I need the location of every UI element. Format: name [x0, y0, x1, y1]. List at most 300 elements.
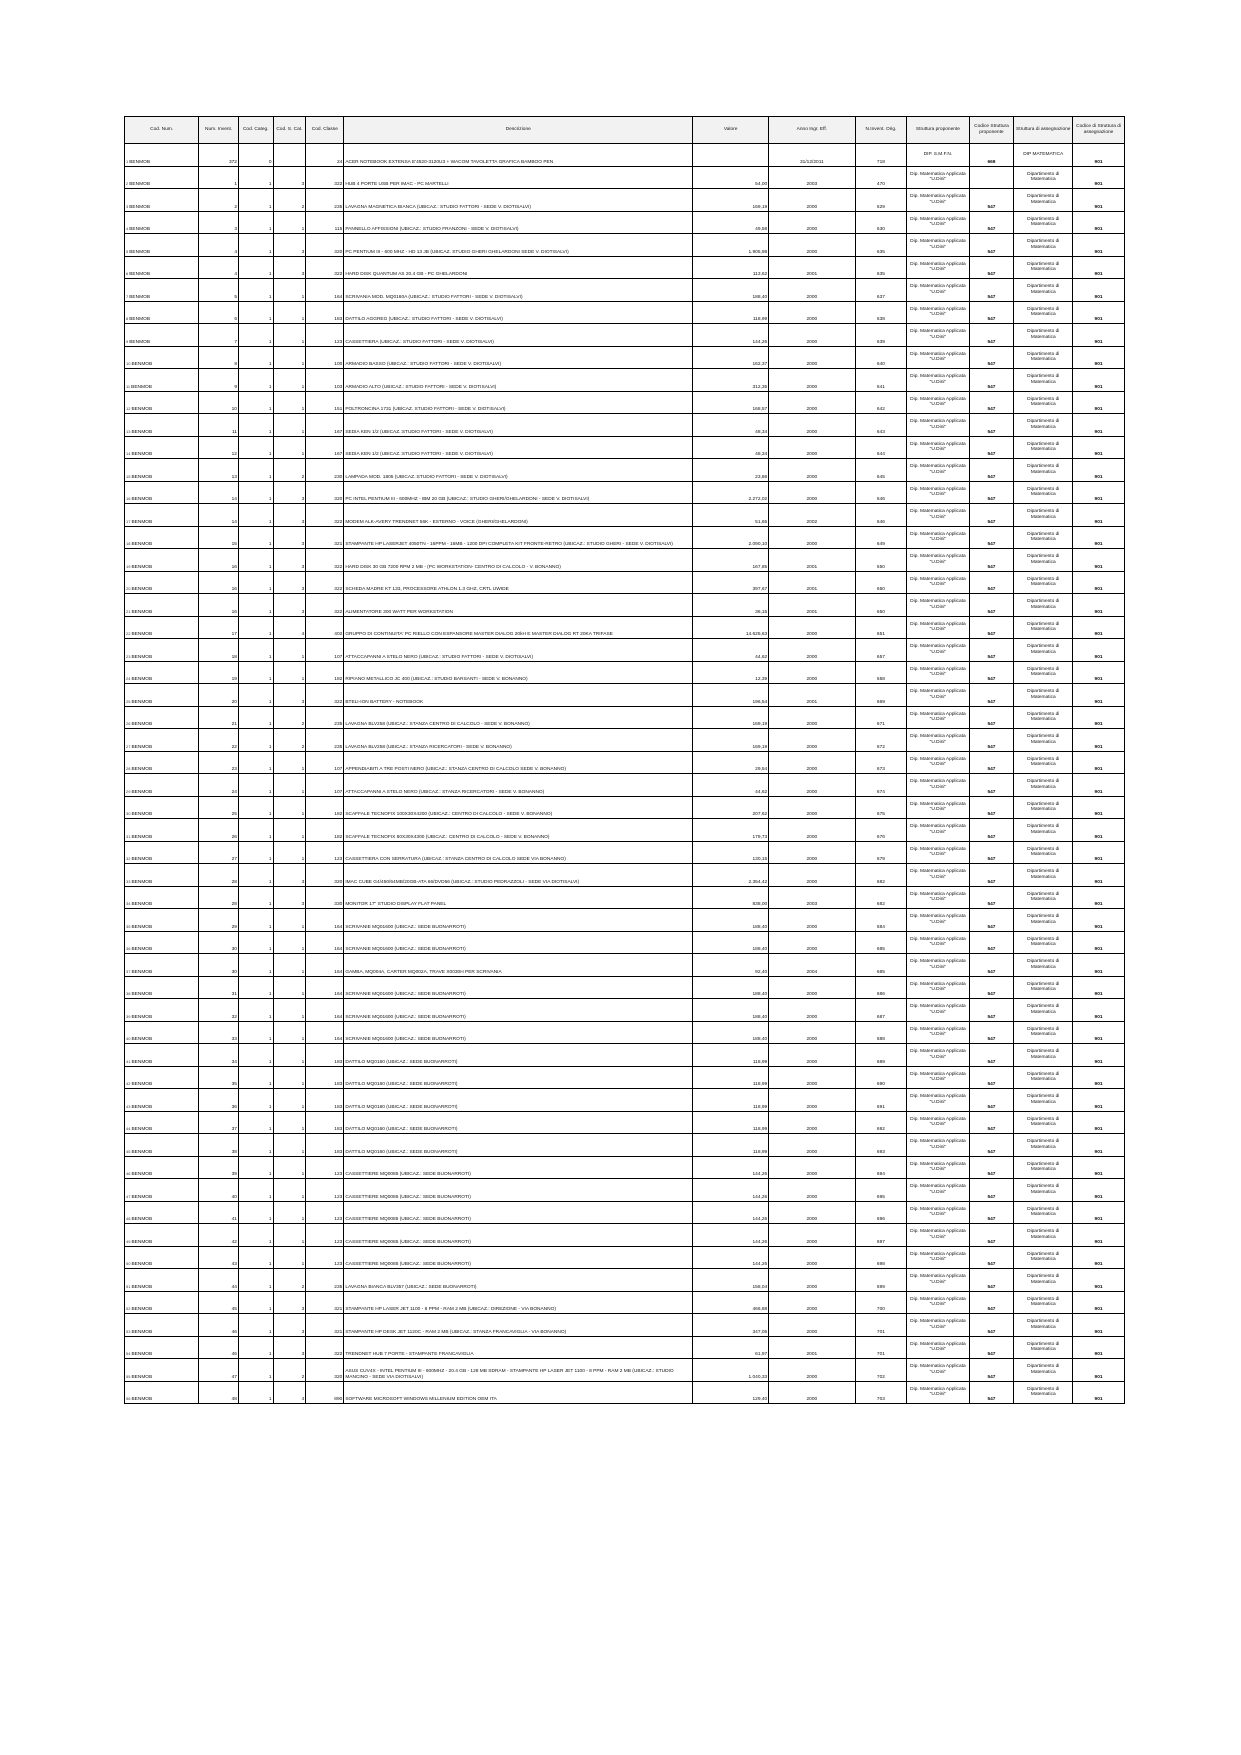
cell-inv: 372 [199, 144, 239, 167]
cell-prop: Dip. Matematica Applicata "U.Dini" [907, 436, 969, 459]
cell-prop: Dip. Matematica Applicata "U.Dini" [907, 864, 969, 887]
cell-cls: 164 [306, 999, 344, 1022]
table-row [125, 1291, 1125, 1314]
cell-coda: 901 [1073, 774, 1125, 797]
cell-coda: 901 [1073, 346, 1125, 369]
cell-cat: 1 [238, 639, 273, 662]
cell-cat: 1 [238, 234, 273, 257]
cell-coda: 901 [1073, 526, 1125, 549]
table-row [125, 1156, 1125, 1179]
cell-codp: 547 [969, 1021, 1014, 1044]
cell-scat: 2 [273, 706, 306, 729]
row-index: 56 [126, 1396, 131, 1402]
cell-scat: 2 [273, 459, 306, 482]
cell-inv: 7 [199, 324, 239, 347]
cell-desc: CASSETTIERE MQ0085 (UBICAZ.: SEDE BUONARROTI) [344, 1179, 693, 1202]
table-row [125, 234, 1125, 257]
cell-ass: Dipartimento di Matematica [1014, 819, 1073, 842]
row-index: 2 [126, 181, 129, 187]
cell-val: 188,40 [693, 909, 769, 932]
cell-orig: 686 [855, 976, 907, 999]
cell-cls: 322 [306, 166, 344, 189]
row-index: 44 [126, 1126, 131, 1132]
cell-orig: 640 [855, 346, 907, 369]
cell-val: 49,58 [693, 211, 769, 234]
table-row [125, 1021, 1125, 1044]
cell-orig: 701 [855, 1336, 907, 1359]
cell-prop: Dip. Matematica Applicata "U.Dini" [907, 1314, 969, 1337]
cell-cod [125, 301, 199, 324]
cell-inv: 48 [199, 1381, 239, 1404]
cell-codp: 547 [969, 1224, 1014, 1247]
row-index: 39 [126, 1013, 131, 1019]
cell-cat: 1 [238, 706, 273, 729]
cell-cat: 1 [238, 324, 273, 347]
cell-text: BENMOB [131, 767, 153, 773]
cell-prop: Dip. Matematica Applicata "U.Dini" [907, 166, 969, 189]
cell-prop: Dip. Matematica Applicata "U.Dini" [907, 616, 969, 639]
cell-inv: 26 [199, 819, 239, 842]
cell-inv: 5 [199, 279, 239, 302]
cell-text: BENMOB [131, 1194, 153, 1200]
cell-val: 2.090,10 [693, 526, 769, 549]
cell-inv: 44 [199, 1269, 239, 1292]
cell-coda: 901 [1073, 144, 1125, 167]
cell-scat: 1 [273, 324, 306, 347]
cell-cat: 1 [238, 684, 273, 707]
cell-cat: 1 [238, 279, 273, 302]
cell-codp [969, 166, 1014, 189]
cell-coda: 901 [1073, 1089, 1125, 1112]
cell-inv: 22 [199, 729, 239, 752]
cell-cls: 321 [306, 1314, 344, 1337]
cell-anno: 2000 [769, 301, 855, 324]
cell-cat: 0 [238, 144, 273, 167]
cell-cod [125, 324, 199, 347]
cell-inv: 42 [199, 1224, 239, 1247]
cell-cls: 230 [306, 459, 344, 482]
cell-desc: STAMPANTE HP DESK JET 1120C - RAM 2 MB (UBICAZ.: STANZA FRANCAVIGLIA - VIA BONANNO) [344, 1314, 693, 1337]
column-header: Struttura di assegnazione [1014, 117, 1073, 144]
cell-scat: 1 [273, 391, 306, 414]
cell-scat: 2 [273, 729, 306, 752]
cell-anno: 2000 [769, 1089, 855, 1112]
cell-orig: 693 [855, 1134, 907, 1157]
cell-scat: 1 [273, 819, 306, 842]
cell-prop: Dip. Matematica Applicata "U.Dini" [907, 639, 969, 662]
cell-desc: CASSETTIERA CON SERRATURA (UBICAZ.: STANZA CENTRO DI CALCOLO SEDE VIA BONANNO) [344, 841, 693, 864]
cell-prop: Dip. Matematica Applicata "U.Dini" [907, 954, 969, 977]
table-row [125, 1179, 1125, 1202]
cell-cls: 322 [306, 256, 344, 279]
table-row [125, 1089, 1125, 1112]
cell-scat: 1 [273, 1224, 306, 1247]
cell-ass: Dipartimento di Matematica [1014, 886, 1073, 909]
column-header: Cod. Num. [125, 117, 199, 144]
cell-val: 1.040,33 [693, 1359, 769, 1382]
cell-val: 14.625,63 [693, 616, 769, 639]
cell-coda: 901 [1073, 189, 1125, 212]
cell-inv: 20 [199, 684, 239, 707]
cell-scat: 3 [273, 256, 306, 279]
table-row [125, 346, 1125, 369]
cell-desc: LAVAGNA BIANCA BLV357 (UBICAZ.: SEDE BUONARROTI) [344, 1269, 693, 1292]
cell-coda: 901 [1073, 1359, 1125, 1382]
cell-coda: 901 [1073, 819, 1125, 842]
cell-inv: 41 [199, 1201, 239, 1224]
cell-inv: 15 [199, 526, 239, 549]
cell-inv: 18 [199, 639, 239, 662]
table-row [125, 166, 1125, 189]
cell-anno: 2000 [769, 234, 855, 257]
cell-cls: 182 [306, 819, 344, 842]
cell-anno: 2000 [769, 909, 855, 932]
cell-codp: 547 [969, 729, 1014, 752]
cell-cod [125, 189, 199, 212]
cell-anno: 2000 [769, 1291, 855, 1314]
cell-cat: 1 [238, 504, 273, 527]
table-row [125, 571, 1125, 594]
cell-val: 29,54 [693, 751, 769, 774]
row-index: 15 [126, 473, 131, 479]
cell-ass: Dipartimento di Matematica [1014, 189, 1073, 212]
cell-inv: 4 [199, 234, 239, 257]
cell-codp: 547 [969, 1156, 1014, 1179]
cell-orig: 639 [855, 324, 907, 347]
table-row [125, 1336, 1125, 1359]
cell-cat: 1 [238, 571, 273, 594]
cell-val: 118,99 [693, 1044, 769, 1067]
cell-desc: ARMADIO ALTO (UBICAZ.: STUDIO FATTORI - SEDE V. DIOTISALVI) [344, 369, 693, 392]
cell-orig: 643 [855, 414, 907, 437]
cell-text: BENMOB [131, 1059, 153, 1065]
cell-prop: Dip. Matematica Applicata "U.Dini" [907, 1269, 969, 1292]
cell-cod [125, 954, 199, 977]
cell-ass: Dipartimento di Matematica [1014, 1179, 1073, 1202]
cell-cod [125, 639, 199, 662]
cell-val: 838,00 [693, 886, 769, 909]
cell-prop: Dip. Matematica Applicata "U.Dini" [907, 549, 969, 572]
cell-ass: Dipartimento di Matematica [1014, 1381, 1073, 1404]
cell-coda: 901 [1073, 504, 1125, 527]
cell-val: 188,40 [693, 279, 769, 302]
cell-desc: SCRIVANIA MOD. MQ0160A (UBICAZ.: STUDIO FATTORI - SEDE V. DIOTISALVI) [344, 279, 693, 302]
cell-anno: 2000 [769, 1246, 855, 1269]
cell-ass: Dipartimento di Matematica [1014, 549, 1073, 572]
cell-coda: 901 [1073, 391, 1125, 414]
cell-anno: 2000 [769, 1359, 855, 1382]
cell-coda: 901 [1073, 1224, 1125, 1247]
cell-coda: 901 [1073, 414, 1125, 437]
cell-scat: 1 [273, 661, 306, 684]
cell-codp: 547 [969, 1359, 1014, 1382]
cell-text: BENMOB [131, 879, 153, 885]
row-index: 19 [126, 563, 131, 569]
cell-orig: 645 [855, 459, 907, 482]
cell-desc: SCHEDA MADRE KT 133, PROCESSORE ATHLON 1.3 GHZ, CRTL UWIDE [344, 571, 693, 594]
cell-codp: 547 [969, 1111, 1014, 1134]
cell-prop: Dip. Matematica Applicata "U.Dini" [907, 931, 969, 954]
row-index: 22 [126, 631, 131, 637]
cell-inv: 14 [199, 481, 239, 504]
cell-anno: 2000 [769, 616, 855, 639]
cell-cat: 1 [238, 1224, 273, 1247]
cell-orig: 650 [855, 594, 907, 617]
cell-codp: 547 [969, 324, 1014, 347]
cell-text: BENMOB [131, 969, 153, 975]
cell-prop: Dip. Matematica Applicata "U.Dini" [907, 796, 969, 819]
cell-cls: 123 [306, 1179, 344, 1202]
cell-anno: 2003 [769, 166, 855, 189]
cell-cod [125, 256, 199, 279]
cell-ass: Dipartimento di Matematica [1014, 1224, 1073, 1247]
cell-codp: 547 [969, 301, 1014, 324]
cell-orig: 629 [855, 189, 907, 212]
cell-scat: 1 [273, 1134, 306, 1157]
cell-cod [125, 774, 199, 797]
cell-cat: 1 [238, 369, 273, 392]
row-index: 13 [126, 428, 131, 434]
cell-desc: ALIMENTATORE 300 WATT PER WORKSTATION [344, 594, 693, 617]
cell-desc: LAMPADA MOD. 1805 (UBICAZ.:STUDIO FATTORI - SEDE V. DIOTISALVI) [344, 459, 693, 482]
cell-val: 169,19 [693, 706, 769, 729]
cell-prop: Dip. Matematica Applicata "U.Dini" [907, 1044, 969, 1067]
cell-desc: SOFTWARE MICROSOFT WINDOWS MILLENIUM EDITION OEM ITA [344, 1381, 693, 1404]
table-row [125, 211, 1125, 234]
cell-val: 36,15 [693, 594, 769, 617]
cell-cod [125, 1381, 199, 1404]
cell-ass: Dipartimento di Matematica [1014, 324, 1073, 347]
cell-prop: Dip. Matematica Applicata "U.Dini" [907, 414, 969, 437]
cell-cls: 330 [306, 886, 344, 909]
cell-coda: 901 [1073, 256, 1125, 279]
cell-desc: SCRIVANIE MQ01600 (UBICAZ.: SEDE BUONARROTI) [344, 999, 693, 1022]
cell-ass: Dipartimento di Matematica [1014, 571, 1073, 594]
cell-text: BENMOB [131, 632, 153, 638]
cell-codp: 547 [969, 571, 1014, 594]
column-header: Cod. S. Cat. [273, 117, 306, 144]
cell-prop: Dip. Matematica Applicata "U.Dini" [907, 1156, 969, 1179]
cell-coda: 901 [1073, 706, 1125, 729]
cell-cat: 1 [238, 594, 273, 617]
cell-cls: 322 [306, 549, 344, 572]
cell-cat: 1 [238, 1269, 273, 1292]
cell-desc: APPENDIABITI A TRE POSTI NERO (UBICAZ.: STANZA CENTRO DI CALCOLO SEDE V. BONANNO) [344, 751, 693, 774]
cell-scat: 1 [273, 841, 306, 864]
cell-desc: SCRIVANIE MQ01600 (UBICAZ.: SEDE BUONARROTI) [344, 909, 693, 932]
cell-coda: 901 [1073, 886, 1125, 909]
cell-coda: 901 [1073, 324, 1125, 347]
row-index: 4 [126, 226, 129, 232]
row-index: 35 [126, 923, 131, 929]
cell-anno: 2000 [769, 774, 855, 797]
cell-orig: 685 [855, 954, 907, 977]
cell-orig: 701 [855, 1314, 907, 1337]
cell-cat: 1 [238, 1381, 273, 1404]
cell-text: BENMOB [131, 609, 153, 615]
cell-codp: 547 [969, 1089, 1014, 1112]
cell-desc: HARD DISK 30 GB 7200 RPM 2 MB - (PC WORKSTATION- CENTRO DI CALCOLO - V. BONANNO) [344, 549, 693, 572]
cell-desc: SEDIA KEN 1/2 (UBICAZ.:STUDIO FATTORI - SEDE V. DIOTISALVI) [344, 436, 693, 459]
cell-val: 54,00 [693, 166, 769, 189]
cell-val: 144,26 [693, 324, 769, 347]
cell-coda: 901 [1073, 1134, 1125, 1157]
cell-inv: 33 [199, 1021, 239, 1044]
cell-codp: 547 [969, 1336, 1014, 1359]
cell-cls: 182 [306, 661, 344, 684]
cell-cls: 164 [306, 1021, 344, 1044]
row-index: 16 [126, 496, 131, 502]
cell-cat: 1 [238, 459, 273, 482]
cell-ass: Dipartimento di Matematica [1014, 1044, 1073, 1067]
row-index: 50 [126, 1261, 131, 1267]
column-header: Struttura proponente [907, 117, 969, 144]
cell-orig: 694 [855, 1156, 907, 1179]
cell-val: 312,35 [693, 369, 769, 392]
cell-desc: SCRIVANIE MQ01600 (UBICAZ.: SEDE BUONARROTI) [344, 1021, 693, 1044]
table-row [125, 864, 1125, 887]
table-row [125, 639, 1125, 662]
cell-coda: 901 [1073, 211, 1125, 234]
cell-anno: 2000 [769, 279, 855, 302]
cell-cls: 164 [306, 279, 344, 302]
cell-anno: 2000 [769, 999, 855, 1022]
cell-inv: 1 [199, 166, 239, 189]
cell-scat: 1 [273, 954, 306, 977]
cell-desc: DATTILO MQ0160 (UBICAZ.: SEDE BUONARROTI) [344, 1044, 693, 1067]
table-row [125, 976, 1125, 999]
cell-desc: BTELI-ION BATTERY - NOTEBOOK [344, 684, 693, 707]
cell-ass: Dipartimento di Matematica [1014, 1314, 1073, 1337]
cell-ass: Dipartimento di Matematica [1014, 841, 1073, 864]
cell-ass: Dipartimento di Matematica [1014, 1359, 1073, 1382]
cell-ass: Dipartimento di Matematica [1014, 909, 1073, 932]
cell-scat: 3 [273, 1314, 306, 1337]
cell-text: BENMOB [131, 429, 153, 435]
cell-val: 196,54 [693, 684, 769, 707]
cell-coda: 901 [1073, 1336, 1125, 1359]
cell-cls: 322 [306, 571, 344, 594]
cell-prop: Dip. Matematica Applicata "U.Dini" [907, 1089, 969, 1112]
cell-desc: CASSETTIERE MQ0085 (UBICAZ.: SEDE BUONARROTI) [344, 1201, 693, 1224]
cell-cod [125, 144, 199, 167]
cell-cod [125, 1066, 199, 1089]
cell-text: BENMOB [131, 857, 153, 863]
cell-scat: 1 [273, 346, 306, 369]
cell-cls: 183 [306, 1089, 344, 1112]
cell-ass: Dipartimento di Matematica [1014, 774, 1073, 797]
table-row [125, 1381, 1125, 1404]
cell-prop: Dip. Matematica Applicata "U.Dini" [907, 751, 969, 774]
cell-anno: 2000 [769, 459, 855, 482]
table-row [125, 504, 1125, 527]
cell-cls: 182 [306, 796, 344, 819]
cell-cod [125, 729, 199, 752]
cell-prop: Dip. Matematica Applicata "U.Dini" [907, 886, 969, 909]
row-index: 24 [126, 676, 131, 682]
cell-prop: Dip. Matematica Applicata "U.Dini" [907, 1381, 969, 1404]
cell-cat: 1 [238, 931, 273, 954]
row-index: 49 [126, 1238, 131, 1244]
cell-text: BENMOB [131, 587, 153, 593]
cell-inv: 46 [199, 1314, 239, 1337]
cell-val: 144,26 [693, 1179, 769, 1202]
cell-desc: RIPIANO METALLICO JC 400 (UBICAZ.: STUDIO BARSANTI - SEDE V. BONANNO) [344, 661, 693, 684]
cell-scat: 3 [273, 594, 306, 617]
cell-scat: 3 [273, 481, 306, 504]
table-row [125, 279, 1125, 302]
row-index: 42 [126, 1081, 131, 1087]
cell-cat: 1 [238, 954, 273, 977]
cell-desc: ATTACCAPANNI A STELO NERO (UBICAZ.: STANZA RICERCATORI - SEDE V. BONANNO) [344, 774, 693, 797]
cell-ass: Dipartimento di Matematica [1014, 459, 1073, 482]
cell-cat: 1 [238, 1246, 273, 1269]
cell-text: BENMOB [131, 1104, 153, 1110]
cell-desc: STAMPANTE HP LASERJET 4050TN - 16PPM - 16MB - 1200 DPI COMPLETA KIT FRONTE-RETRO (UBICAZ.: STUDIO GHERI - SEDE V. DIOTISALVI) [344, 526, 693, 549]
table-row [125, 1044, 1125, 1067]
cell-orig: 470 [855, 166, 907, 189]
cell-cod [125, 459, 199, 482]
cell-cod [125, 1021, 199, 1044]
cell-text: BENMOB [129, 204, 151, 210]
cell-inv: 34 [199, 1044, 239, 1067]
cell-cod [125, 999, 199, 1022]
cell-orig: 700 [855, 1291, 907, 1314]
cell-val: 129,40 [693, 1381, 769, 1404]
cell-scat: 1 [273, 369, 306, 392]
cell-cat: 1 [238, 1066, 273, 1089]
cell-anno: 2000 [769, 1269, 855, 1292]
cell-ass: Dipartimento di Matematica [1014, 1111, 1073, 1134]
table-row [125, 594, 1125, 617]
cell-coda: 901 [1073, 369, 1125, 392]
cell-cat: 1 [238, 774, 273, 797]
cell-desc: SCAFFALE TECNOFIX 100X30X4200 (UBICAZ.: CENTRO DI CALCOLO - SEDE V. BONANNO) [344, 796, 693, 819]
cell-prop: Dip. Matematica Applicata "U.Dini" [907, 234, 969, 257]
cell-cod [125, 1314, 199, 1337]
cell-scat: 4 [273, 616, 306, 639]
table-row [125, 1246, 1125, 1269]
cell-scat: 3 [273, 549, 306, 572]
cell-cls: 115 [306, 211, 344, 234]
cell-scat [273, 144, 306, 167]
cell-orig: 698 [855, 1246, 907, 1269]
row-index: 8 [126, 316, 129, 322]
cell-codp: 547 [969, 976, 1014, 999]
cell-codp: 547 [969, 639, 1014, 662]
cell-coda: 901 [1073, 1066, 1125, 1089]
cell-cat: 1 [238, 1291, 273, 1314]
cell-cat: 1 [238, 1044, 273, 1067]
cell-text: BENMOB [131, 1284, 153, 1290]
cell-codp: 547 [969, 459, 1014, 482]
cell-codp: 547 [969, 436, 1014, 459]
cell-cls: 322 [306, 594, 344, 617]
cell-text: BENMOB [131, 902, 153, 908]
cell-cat: 1 [238, 886, 273, 909]
cell-orig: 671 [855, 706, 907, 729]
cell-coda: 901 [1073, 1179, 1125, 1202]
cell-scat: 1 [273, 1111, 306, 1134]
cell-scat: 2 [273, 189, 306, 212]
cell-desc: DATTILO AGGREG (UBICAZ.: STUDIO FATTORI - SEDE V. DIOTISALVI) [344, 301, 693, 324]
cell-cod [125, 346, 199, 369]
cell-cod [125, 1359, 199, 1382]
cell-ass: Dipartimento di Matematica [1014, 1336, 1073, 1359]
cell-inv: 9 [199, 369, 239, 392]
cell-cls: 123 [306, 1224, 344, 1247]
table-row [125, 189, 1125, 212]
